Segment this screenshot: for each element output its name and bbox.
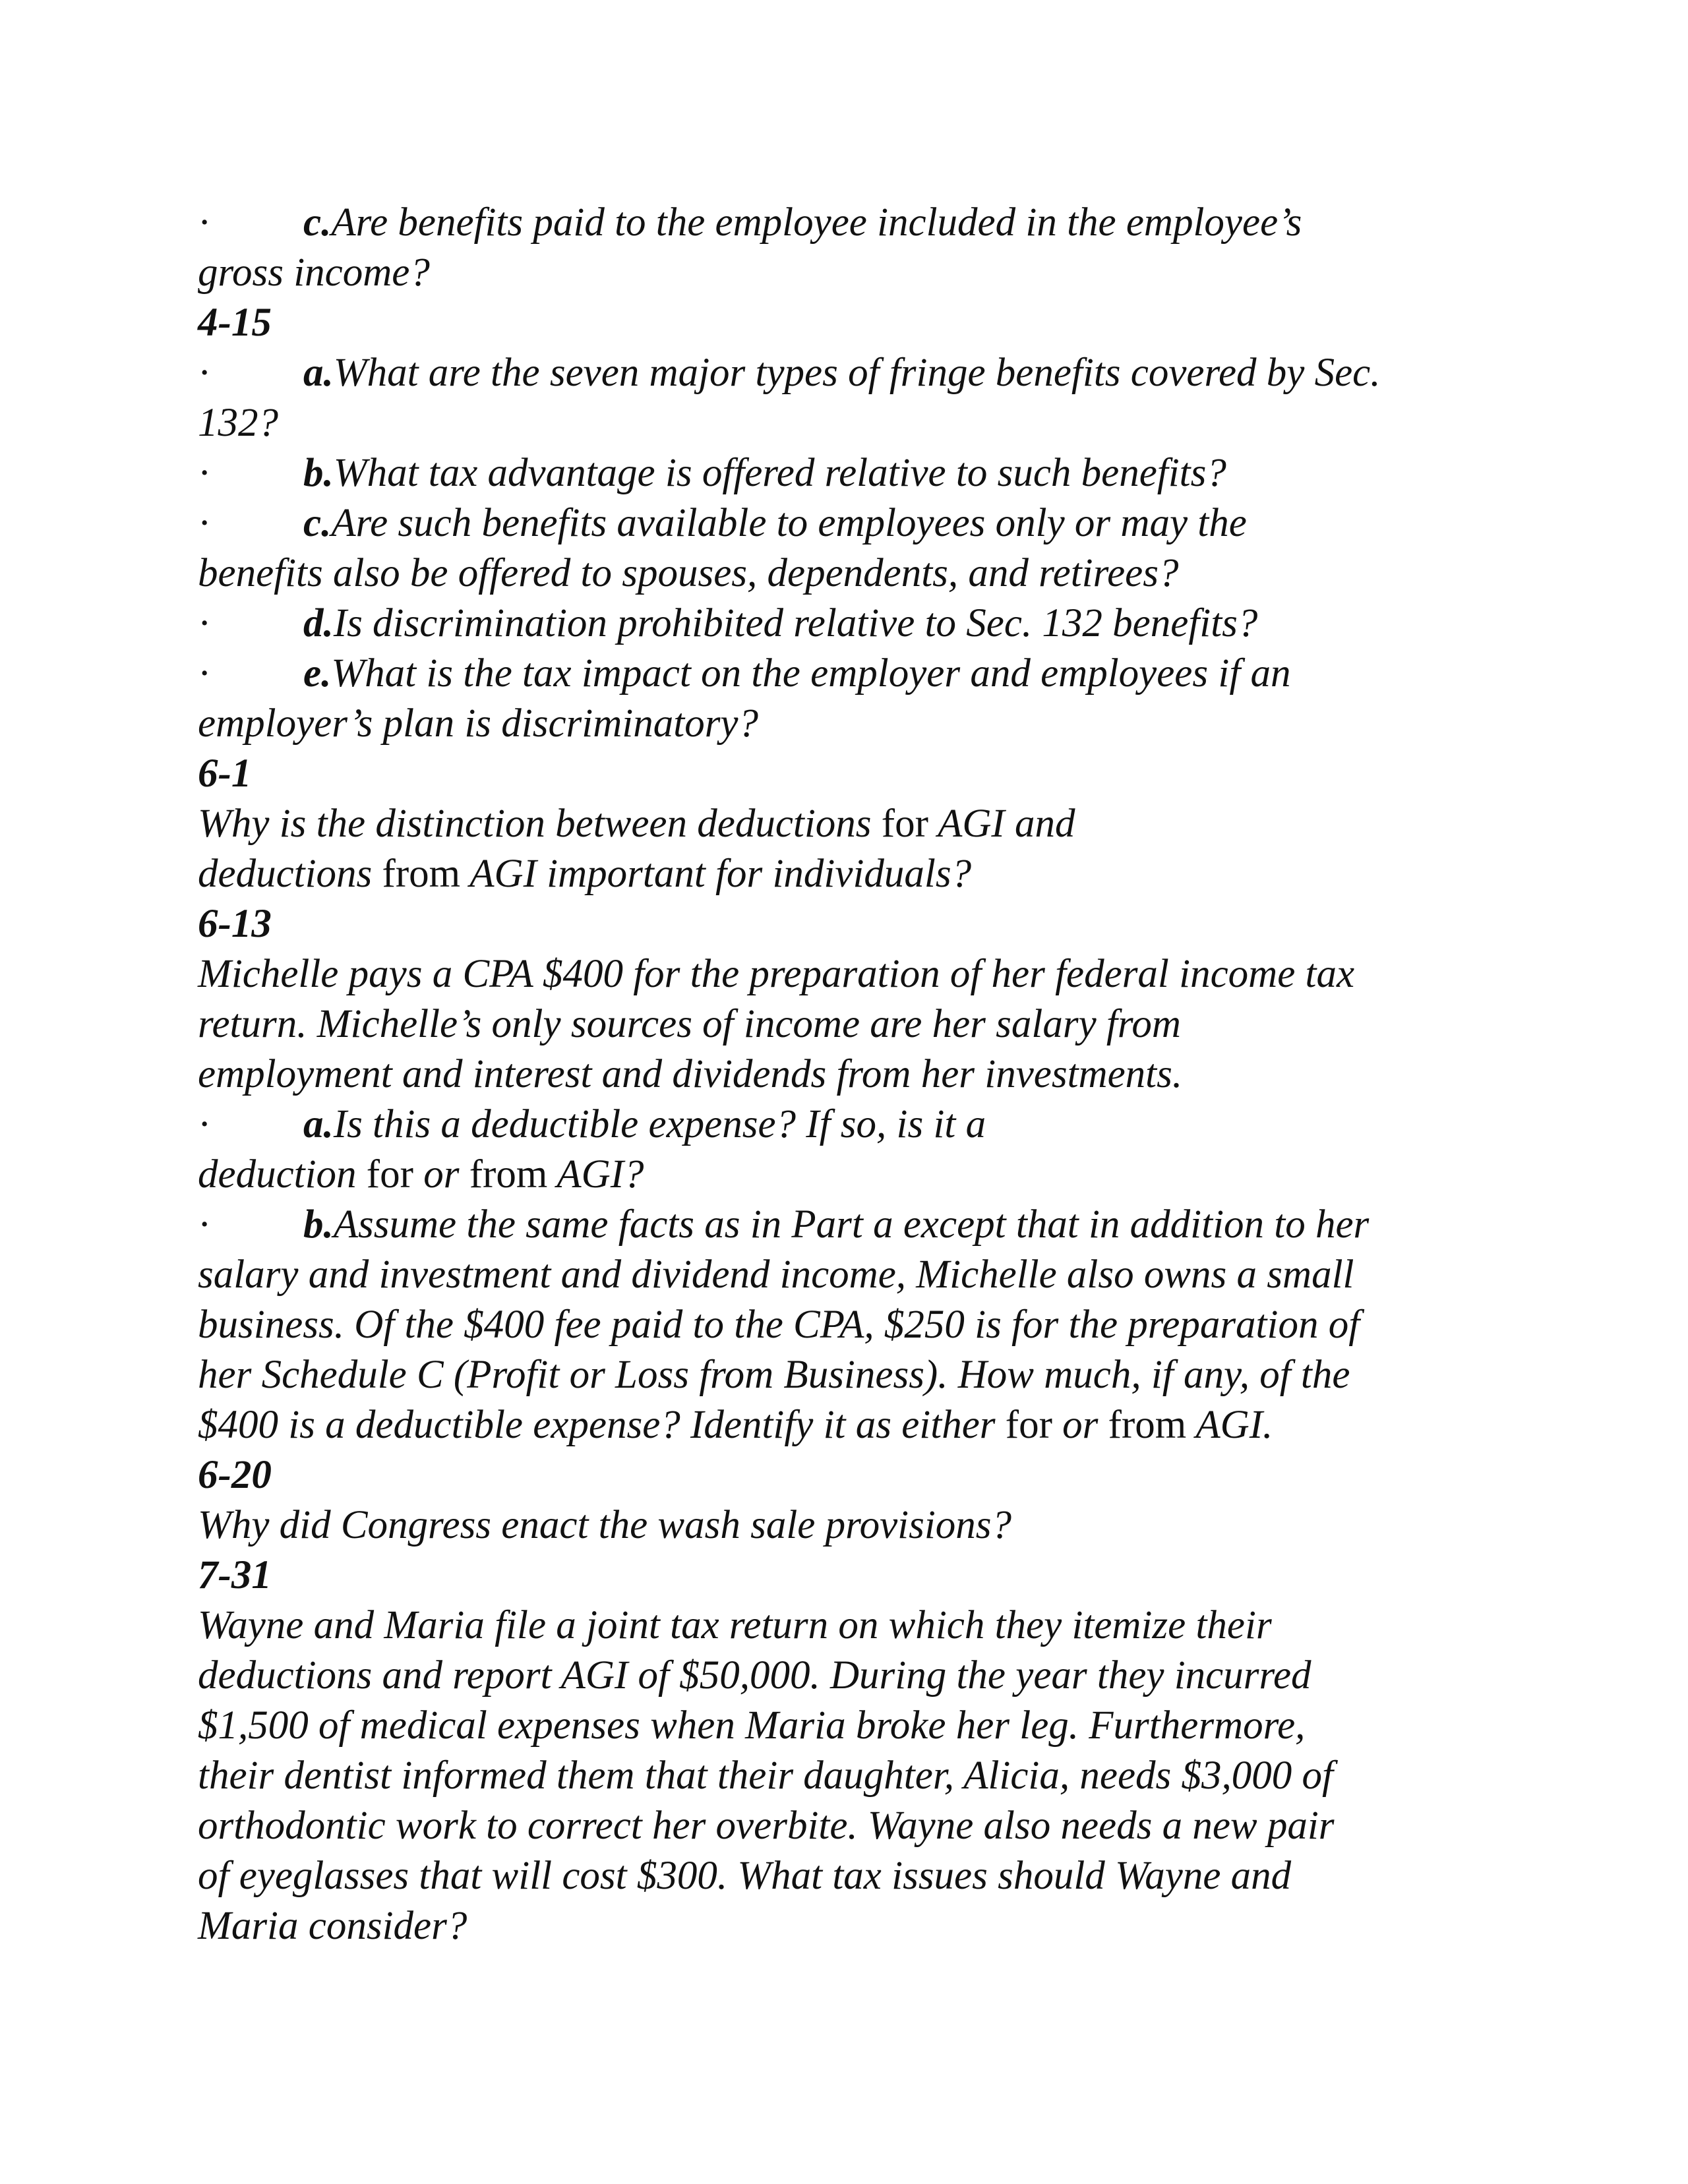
q4-15b-line1 — [198, 448, 1503, 498]
q6-13b-line2: salary and investment and dividend income, Michelle also owns a small — [198, 1253, 1354, 1297]
bullet-icon: · — [198, 1102, 212, 1146]
item-text: What are the seven major types of fringe benefits covered by Sec. — [333, 351, 1381, 395]
q6-13b-line5 — [198, 1400, 1503, 1450]
q7-31-line4: their dentist informed them that their daughter, Alicia, needs $3,000 of — [198, 1754, 1333, 1798]
item-letter: d. — [303, 601, 334, 645]
text-segment: or — [413, 1152, 469, 1196]
item-text: Are such benefits available to employees only or may the — [331, 501, 1247, 545]
q6-1-line2 — [198, 849, 1503, 899]
q4-15c-line2: benefits also be offered to spouses, dependents, and retirees? — [198, 551, 1179, 595]
item-text: Assume the same facts as in Part a except that in addition to her — [333, 1202, 1370, 1247]
q7-31-line1: Wayne and Maria file a joint tax return on which they itemize their — [198, 1603, 1272, 1647]
item-letter: c. — [303, 501, 332, 545]
q4-15c-line1 — [198, 498, 1503, 548]
item-letter: e. — [303, 651, 332, 695]
question-heading-4-15: 4-15 — [198, 301, 272, 345]
bullet-icon: · — [198, 200, 212, 245]
text-segment-roman: for — [1005, 1403, 1052, 1447]
text-segment: AGI. — [1186, 1403, 1273, 1447]
bullet-icon: · — [198, 601, 212, 645]
text-segment: deduction — [198, 1152, 367, 1196]
q7-31-line7: Maria consider? — [198, 1904, 467, 1948]
question-heading-6-20: 6-20 — [198, 1453, 272, 1497]
q4-15a-line2: 132? — [198, 401, 278, 445]
q6-13-para-line2: return. Michelle’s only sources of income are her salary from — [198, 1002, 1181, 1046]
q6-20-text: Why did Congress enact the wash sale provisions? — [198, 1503, 1012, 1547]
text-segment: AGI? — [547, 1152, 644, 1196]
q6-13-para-line1: Michelle pays a CPA $400 for the preparation of her federal income tax — [198, 952, 1355, 996]
text-segment: AGI and — [928, 802, 1075, 846]
text-segment: $400 is a deductible expense? Identify it as either — [198, 1403, 1006, 1447]
bullet-icon: · — [198, 651, 212, 695]
item-letter: b. — [303, 451, 334, 495]
text-segment-roman: from — [469, 1152, 548, 1196]
question-heading-6-13: 6-13 — [198, 902, 272, 946]
question-heading-7-31: 7-31 — [198, 1553, 272, 1597]
text-segment-roman: for — [881, 802, 928, 846]
item-letter: c. — [303, 200, 332, 245]
text-segment-roman: for — [366, 1152, 413, 1196]
q4-15a-line1 — [198, 348, 1503, 398]
q7-31-line5: orthodontic work to correct her overbite. Wayne also needs a new pair — [198, 1804, 1335, 1848]
q6-13a-line2 — [198, 1150, 1503, 1200]
q4-15e-line2: employer’s plan is discriminatory? — [198, 701, 759, 746]
bullet-icon: · — [198, 1202, 212, 1247]
q4-15e-line1 — [198, 649, 1503, 699]
q7-31-line2: deductions and report AGI of $50,000. During the year they incurred — [198, 1653, 1311, 1697]
text-segment-roman: from — [1108, 1403, 1187, 1447]
bullet-icon: · — [198, 501, 212, 545]
document-page — [198, 198, 1503, 1951]
q6-13a-line1 — [198, 1100, 1503, 1150]
item-letter: b. — [303, 1202, 334, 1247]
text-segment: AGI important for individuals? — [460, 852, 972, 896]
text-segment: Why is the distinction between deductions — [198, 802, 882, 846]
q6-1-line1 — [198, 799, 1503, 849]
q6-13b-line3: business. Of the $400 fee paid to the CPA, $250 is for the preparation of — [198, 1303, 1360, 1347]
item-text: Is this a deductible expense? If so, is it a — [333, 1102, 986, 1146]
q4-14c-line2: gross income? — [198, 251, 430, 295]
question-heading-6-1: 6-1 — [198, 752, 252, 796]
q7-31-line3: $1,500 of medical expenses when Maria broke her leg. Furthermore, — [198, 1703, 1306, 1748]
item-text: What is the tax impact on the employer and employees if an — [331, 651, 1291, 695]
item-text: Is discrimination prohibited relative to Sec. 132 benefits? — [333, 601, 1258, 645]
text-segment-roman: from — [382, 852, 461, 896]
bullet-icon: · — [198, 451, 212, 495]
q7-31-line6: of eyeglasses that will cost $300. What tax issues should Wayne and — [198, 1854, 1292, 1898]
text-segment: or — [1052, 1403, 1108, 1447]
item-letter: a. — [303, 351, 334, 395]
q6-13-para-line3: employment and interest and dividends from her investments. — [198, 1052, 1183, 1096]
bullet-icon: · — [198, 351, 212, 395]
text-segment: deductions — [198, 852, 382, 896]
q4-15d-line1 — [198, 599, 1503, 649]
q6-13b-line4: her Schedule C (Profit or Loss from Business). How much, if any, of the — [198, 1353, 1350, 1397]
q6-13b-line1 — [198, 1200, 1503, 1250]
q4-14c-line1 — [198, 198, 1503, 248]
item-text: What tax advantage is offered relative to such benefits? — [333, 451, 1226, 495]
item-letter: a. — [303, 1102, 334, 1146]
item-text: Are benefits paid to the employee included in the employee’s — [331, 200, 1302, 245]
